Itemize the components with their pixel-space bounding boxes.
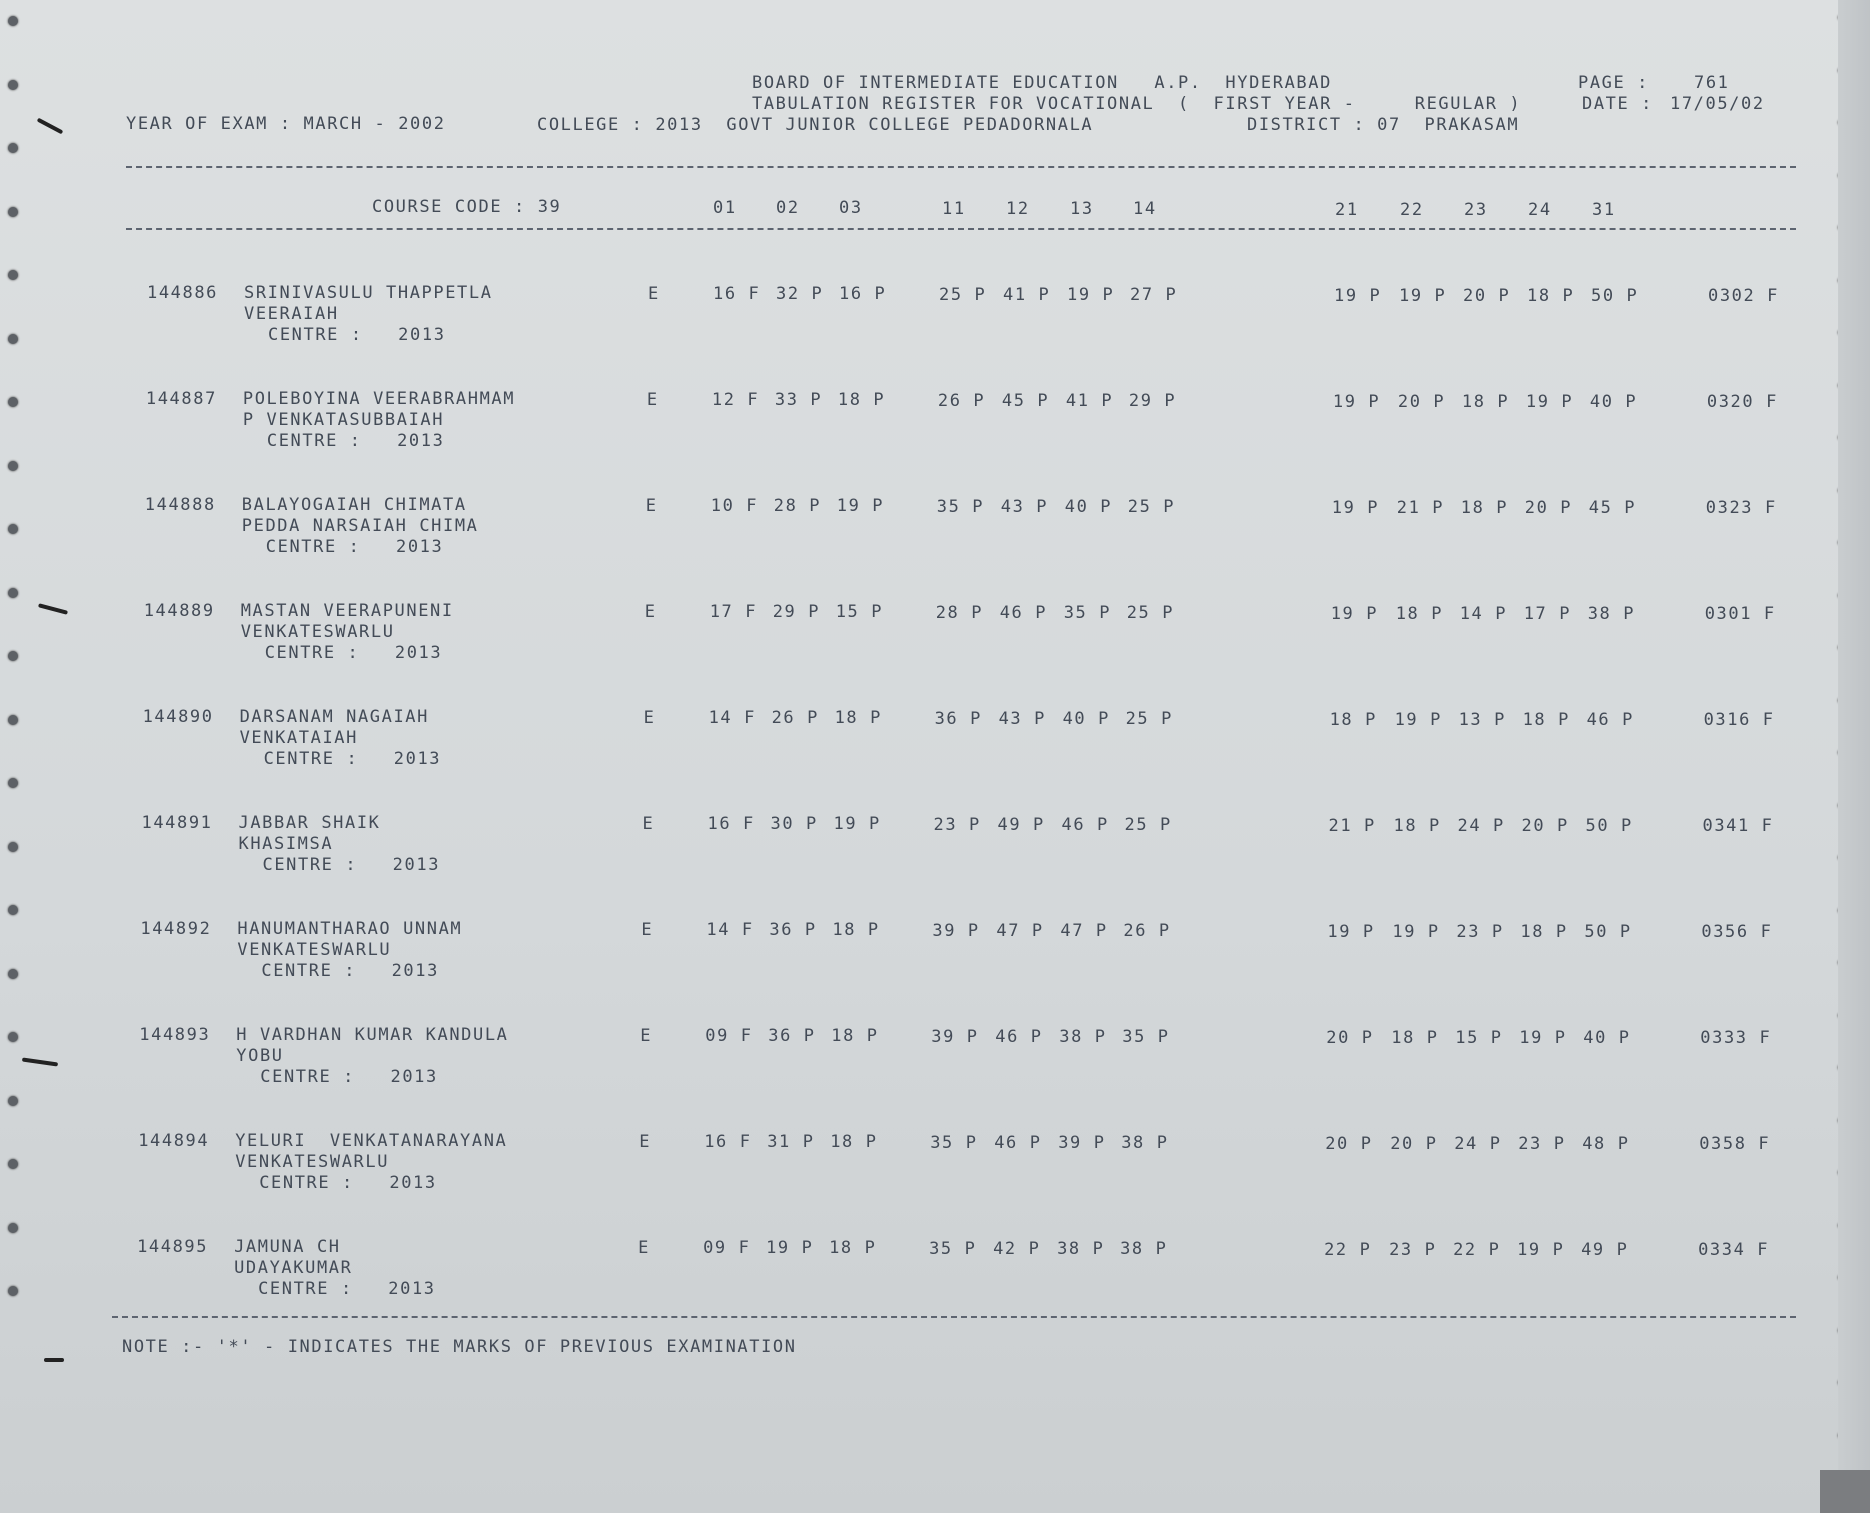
- column-header-g2: 13: [1070, 199, 1094, 219]
- mark-g3: 50 P: [1584, 922, 1632, 942]
- centre-code: CENTRE : 2013: [261, 961, 439, 981]
- mark-g1: 28 P: [773, 496, 822, 516]
- mark-g2: 38 P: [1121, 1133, 1169, 1153]
- mark-g2: 43 P: [998, 709, 1046, 729]
- mark-g2: 35 P: [936, 497, 985, 517]
- mark-g3: 19 P: [1394, 710, 1442, 730]
- mark-g3: 19 P: [1331, 498, 1380, 518]
- feed-hole: [8, 461, 18, 471]
- father-name: VENKATAIAH: [239, 728, 358, 748]
- medium: E: [643, 708, 656, 728]
- mark-g3: 21 P: [1396, 498, 1445, 518]
- centre-code: CENTRE : 2013: [260, 1067, 438, 1087]
- centre-code: CENTRE : 2013: [259, 1173, 437, 1193]
- mark-g2: 26 P: [1123, 921, 1171, 941]
- mark-g3: 19 P: [1332, 392, 1381, 412]
- mark-g1: 16 F: [704, 1132, 752, 1152]
- mark-g2: 25 P: [1125, 709, 1173, 729]
- mark-g2: 26 P: [937, 391, 986, 411]
- mark-g3: 50 P: [1591, 286, 1639, 306]
- mark-g3: 20 P: [1521, 816, 1569, 836]
- mark-g2: 41 P: [1065, 391, 1114, 411]
- mark-g3: 50 P: [1585, 816, 1633, 836]
- mark-g2: 40 P: [1062, 709, 1110, 729]
- mark-g2: 27 P: [1130, 285, 1178, 305]
- student-name: POLEBOYINA VEERABRAHMAM: [242, 389, 516, 409]
- mark-g2: 49 P: [997, 815, 1045, 835]
- mark-g1: 19 P: [833, 814, 881, 834]
- mark-g2: 28 P: [935, 603, 984, 623]
- mark-g3: 20 P: [1325, 1134, 1373, 1154]
- mark-g3: 40 P: [1589, 392, 1638, 412]
- feed-hole: [8, 905, 18, 915]
- feed-hole: [8, 143, 18, 153]
- mark-g2: 39 P: [1058, 1133, 1106, 1153]
- mark-g3: 14 P: [1459, 604, 1508, 624]
- mark-g3: 18 P: [1395, 604, 1444, 624]
- total-result: 0323 F: [1705, 498, 1777, 518]
- mark-g2: 43 P: [1000, 497, 1049, 517]
- feed-hole: [8, 524, 18, 534]
- mark-g3: 22 P: [1453, 1240, 1501, 1260]
- mark-g2: 19 P: [1067, 285, 1115, 305]
- page-number: 761: [1694, 73, 1730, 93]
- mark-g1: 12 F: [711, 390, 760, 410]
- mark-g3: 23 P: [1456, 922, 1504, 942]
- mark-g2: 35 P: [930, 1133, 978, 1153]
- mark-g2: 35 P: [1122, 1027, 1170, 1047]
- mark-g3: 18 P: [1391, 1028, 1439, 1048]
- board-title: BOARD OF INTERMEDIATE EDUCATION A.P. HYDERABAD: [752, 73, 1332, 93]
- mark-g2: 35 P: [929, 1239, 977, 1259]
- column-header-g1: 01: [713, 198, 737, 218]
- mark-g3: 23 P: [1518, 1134, 1566, 1154]
- total-result: 0358 F: [1699, 1134, 1771, 1154]
- total-result: 0301 F: [1704, 604, 1776, 624]
- mark-g1: 17 F: [709, 602, 758, 622]
- mark-g2: 38 P: [1120, 1239, 1168, 1259]
- medium: E: [646, 390, 659, 410]
- margin-mark: [44, 1358, 64, 1362]
- father-name: KHASIMSA: [238, 834, 334, 854]
- mark-g2: 38 P: [1057, 1239, 1105, 1259]
- mark-g1: 18 P: [830, 1132, 878, 1152]
- mark-g2: 29 P: [1128, 391, 1177, 411]
- mark-g3: 18 P: [1522, 710, 1570, 730]
- mark-g3: 21 P: [1328, 816, 1376, 836]
- mark-g1: 10 F: [710, 496, 759, 516]
- medium: E: [645, 496, 658, 516]
- father-name: PEDDA NARSAIAH CHIMA: [241, 516, 479, 536]
- mark-g1: 14 F: [708, 708, 756, 728]
- mark-g1: 19 P: [836, 496, 885, 516]
- mark-g2: 46 P: [999, 603, 1048, 623]
- feed-hole: [8, 397, 18, 407]
- feed-hole: [8, 969, 18, 979]
- mark-g3: 19 P: [1330, 604, 1379, 624]
- father-name: UDAYAKUMAR: [234, 1258, 353, 1278]
- total-result: 0320 F: [1706, 392, 1778, 412]
- column-header-g3: 31: [1592, 200, 1616, 220]
- mark-g2: 25 P: [1127, 497, 1176, 517]
- margin-mark: [22, 1058, 58, 1067]
- mark-g3: 23 P: [1389, 1240, 1437, 1260]
- mark-g3: 24 P: [1454, 1134, 1502, 1154]
- mark-g1: 32 P: [776, 284, 824, 304]
- medium: E: [638, 1238, 650, 1258]
- mark-g2: 39 P: [931, 1027, 979, 1047]
- medium: E: [644, 602, 657, 622]
- page-label: PAGE :: [1578, 73, 1650, 93]
- column-header-g2: 11: [942, 199, 966, 219]
- roll-number: 144886: [147, 283, 219, 303]
- mark-g2: 39 P: [932, 921, 980, 941]
- mark-g3: 48 P: [1582, 1134, 1630, 1154]
- father-name: VENKATESWARLU: [235, 1152, 390, 1172]
- feed-hole: [8, 1159, 18, 1169]
- footer-note: NOTE :- '*' - INDICATES THE MARKS OF PREVIOUS EXAMINATION: [122, 1337, 797, 1357]
- student-name: DARSANAM NAGAIAH: [239, 707, 429, 727]
- student-name: JAMUNA CH: [234, 1237, 341, 1257]
- mark-g1: 14 F: [706, 920, 754, 940]
- column-header-g2: 12: [1006, 199, 1030, 219]
- mark-g3: 20 P: [1397, 392, 1446, 412]
- father-name: VENKATESWARLU: [240, 622, 395, 642]
- mark-g3: 18 P: [1393, 816, 1441, 836]
- mark-g3: 15 P: [1455, 1028, 1503, 1048]
- background-corner: [1820, 1470, 1870, 1513]
- student-name: MASTAN VEERAPUNENI: [240, 601, 454, 621]
- mark-g1: 30 P: [770, 814, 818, 834]
- mark-g1: 18 P: [832, 920, 880, 940]
- mark-g2: 42 P: [993, 1239, 1041, 1259]
- roll-number: 144895: [137, 1237, 209, 1257]
- margin-mark: [37, 118, 64, 135]
- centre-code: CENTRE : 2013: [258, 1279, 436, 1299]
- column-header-g3: 21: [1335, 200, 1359, 220]
- mark-g1: 19 P: [766, 1238, 814, 1258]
- medium: E: [648, 284, 660, 304]
- mark-g2: 46 P: [995, 1027, 1043, 1047]
- column-header-g2: 14: [1133, 199, 1157, 219]
- margin-mark: [38, 603, 68, 615]
- column-header-g3: 22: [1400, 200, 1424, 220]
- right-edge: [1838, 0, 1870, 1513]
- mark-g1: 16 F: [707, 814, 755, 834]
- student-name: SRINIVASULU THAPPETLA: [244, 283, 493, 303]
- mark-g3: 22 P: [1324, 1240, 1372, 1260]
- roll-number: 144890: [142, 707, 214, 727]
- mark-g3: 13 P: [1458, 710, 1506, 730]
- column-header-rule: [126, 228, 1796, 230]
- date-label: DATE :: [1582, 94, 1654, 114]
- mark-g2: 23 P: [933, 815, 981, 835]
- mark-g2: 25 P: [939, 285, 987, 305]
- mark-g1: 18 P: [829, 1238, 877, 1258]
- column-header-g1: 03: [839, 198, 863, 218]
- mark-g3: 18 P: [1329, 710, 1377, 730]
- mark-g2: 25 P: [1126, 603, 1175, 623]
- feed-hole: [8, 651, 18, 661]
- column-header-g1: 02: [776, 198, 800, 218]
- mark-g1: 31 P: [767, 1132, 815, 1152]
- medium: E: [640, 1026, 653, 1046]
- feed-hole: [8, 80, 18, 90]
- father-name: YOBU: [236, 1046, 284, 1066]
- mark-g2: 47 P: [996, 921, 1044, 941]
- feed-hole: [8, 842, 18, 852]
- mark-g1: 18 P: [837, 390, 886, 410]
- mark-g3: 19 P: [1327, 922, 1375, 942]
- mark-g1: 18 P: [831, 1026, 879, 1046]
- footer-rule: [112, 1316, 1796, 1318]
- mark-g1: 16 F: [713, 284, 761, 304]
- mark-g1: 29 P: [772, 602, 821, 622]
- mark-g1: 36 P: [769, 920, 817, 940]
- feed-hole: [8, 1223, 18, 1233]
- roll-number: 144888: [144, 495, 216, 515]
- roll-number: 144887: [145, 389, 217, 409]
- mark-g1: 33 P: [774, 390, 823, 410]
- mark-g1: 26 P: [771, 708, 819, 728]
- student-name: YELURI VENKATANARAYANA: [235, 1131, 508, 1151]
- feed-hole: [8, 334, 18, 344]
- total-result: 0334 F: [1698, 1240, 1770, 1260]
- mark-g1: 15 P: [835, 602, 884, 622]
- feed-hole: [8, 778, 18, 788]
- mark-g3: 19 P: [1392, 922, 1440, 942]
- mark-g3: 49 P: [1581, 1240, 1629, 1260]
- feed-hole: [8, 1286, 18, 1296]
- feed-hole: [8, 1096, 18, 1106]
- mark-g3: 19 P: [1399, 286, 1447, 306]
- mark-g1: 36 P: [768, 1026, 816, 1046]
- total-result: 0333 F: [1700, 1028, 1772, 1048]
- roll-number: 144892: [140, 919, 212, 939]
- mark-g2: 35 P: [1063, 603, 1112, 623]
- roll-number: 144889: [143, 601, 215, 621]
- register-title: TABULATION REGISTER FOR VOCATIONAL ( FIRST YEAR - REGULAR ): [752, 94, 1522, 114]
- centre-code: CENTRE : 2013: [264, 643, 443, 663]
- mark-g3: 24 P: [1457, 816, 1505, 836]
- mark-g3: 18 P: [1461, 392, 1510, 412]
- year-of-exam: YEAR OF EXAM : MARCH - 2002: [126, 114, 446, 134]
- centre-code: CENTRE : 2013: [266, 431, 445, 451]
- mark-g2: 45 P: [1001, 391, 1050, 411]
- mark-g3: 18 P: [1520, 922, 1568, 942]
- mark-g3: 17 P: [1523, 604, 1572, 624]
- mark-g1: 09 F: [703, 1238, 751, 1258]
- mark-g3: 20 P: [1524, 498, 1573, 518]
- mark-g2: 46 P: [994, 1133, 1042, 1153]
- father-name: VEERAIAH: [244, 304, 339, 324]
- mark-g1: 18 P: [834, 708, 882, 728]
- feed-hole: [8, 588, 18, 598]
- roll-number: 144891: [141, 813, 213, 833]
- student-name: JABBAR SHAIK: [238, 813, 381, 833]
- medium: E: [639, 1132, 652, 1152]
- mark-g1: 09 F: [705, 1026, 753, 1046]
- mark-g3: 20 P: [1463, 286, 1511, 306]
- student-name: H VARDHAN KUMAR KANDULA: [236, 1025, 509, 1045]
- mark-g3: 38 P: [1587, 604, 1636, 624]
- feed-hole: [8, 270, 18, 280]
- feed-hole: [8, 715, 18, 725]
- mark-g1: 16 P: [839, 284, 887, 304]
- course-code: COURSE CODE : 39: [372, 197, 562, 217]
- feed-hole: [8, 16, 18, 26]
- mark-g2: 41 P: [1003, 285, 1051, 305]
- header-rule: [126, 166, 1796, 168]
- mark-g3: 45 P: [1588, 498, 1637, 518]
- centre-code: CENTRE : 2013: [265, 537, 444, 557]
- centre-code: CENTRE : 2013: [262, 855, 441, 875]
- mark-g3: 19 P: [1517, 1240, 1565, 1260]
- feed-hole: [8, 207, 18, 217]
- mark-g2: 40 P: [1064, 497, 1113, 517]
- total-result: 0341 F: [1702, 816, 1774, 836]
- mark-g3: 46 P: [1586, 710, 1634, 730]
- total-result: 0302 F: [1708, 286, 1780, 306]
- mark-g3: 20 P: [1390, 1134, 1438, 1154]
- total-result: 0316 F: [1703, 710, 1775, 730]
- father-name: P VENKATASUBBAIAH: [242, 410, 445, 430]
- district: DISTRICT : 07 PRAKASAM: [1247, 115, 1520, 135]
- mark-g3: 19 P: [1334, 286, 1382, 306]
- mark-g3: 18 P: [1527, 286, 1575, 306]
- student-name: HANUMANTHARAO UNNAM: [237, 919, 463, 939]
- medium: E: [642, 814, 655, 834]
- roll-number: 144893: [139, 1025, 211, 1045]
- mark-g2: 25 P: [1124, 815, 1172, 835]
- father-name: VENKATESWARLU: [237, 940, 392, 960]
- mark-g3: 20 P: [1326, 1028, 1374, 1048]
- mark-g3: 18 P: [1460, 498, 1509, 518]
- mark-g2: 38 P: [1059, 1027, 1107, 1047]
- mark-g2: 46 P: [1061, 815, 1109, 835]
- total-result: 0356 F: [1701, 922, 1773, 942]
- student-name: BALAYOGAIAH CHIMATA: [241, 495, 467, 515]
- medium: E: [641, 920, 654, 940]
- college: COLLEGE : 2013 GOVT JUNIOR COLLEGE PEDADORNALA: [537, 115, 1094, 135]
- roll-number: 144894: [138, 1131, 210, 1151]
- mark-g2: 36 P: [934, 709, 982, 729]
- date-value: 17/05/02: [1670, 94, 1765, 114]
- mark-g3: 40 P: [1583, 1028, 1631, 1048]
- centre-code: CENTRE : 2013: [268, 325, 446, 345]
- feed-hole: [8, 1032, 18, 1042]
- column-header-g3: 23: [1464, 200, 1488, 220]
- mark-g3: 19 P: [1519, 1028, 1567, 1048]
- column-header-g3: 24: [1528, 200, 1552, 220]
- centre-code: CENTRE : 2013: [263, 749, 442, 769]
- mark-g2: 47 P: [1060, 921, 1108, 941]
- mark-g3: 19 P: [1525, 392, 1574, 412]
